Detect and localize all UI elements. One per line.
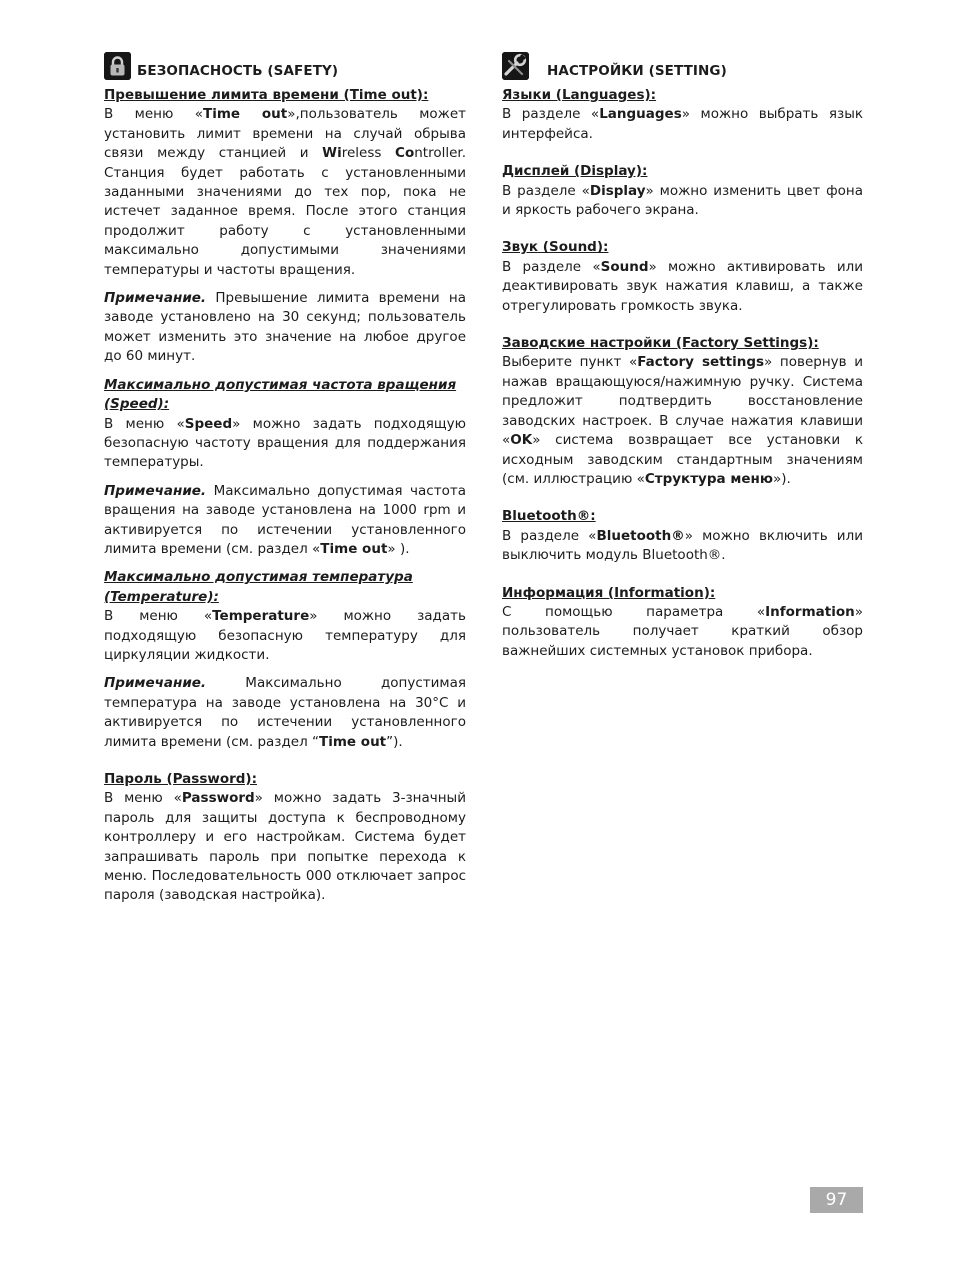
heading-speed: Максимально допустимая частота вращения (Speed):: [104, 376, 457, 413]
paragraph-password: В меню «Password» можно задать 3-значный пароль для защиты доступа к беспроводному контроллеру и его настройкам. Система будет запрашивать пароль при попытке перехода к меню. Последовательность 000 отключает запрос пароля (заводская настройка).: [104, 790, 466, 904]
paragraph-sound: В разделе «Sound» можно активировать или деактивировать звук нажатия клавиш, а также отрегулировать громкость звука.: [502, 258, 863, 314]
heading-factory-settings: Заводские настройки (Factory Settings):: [502, 335, 819, 352]
heading-timeout: Превышение лимита времени (Time out):: [104, 87, 429, 103]
paragraph-information: С помощью параметра «Information» пользователь получает краткий обзор важнейших системных установок прибора.: [502, 603, 863, 659]
paragraph-factory-settings: Выберите пункт «Factory settings» повернув и нажав вращающуюся/нажимную ручку. Система предложит подтвердить восстановление заводских настроек. В случае нажатия клавиши «OK» система возвращает все установки к исходным заводским стандартным значениям (см. иллюстрацию «Структура меню»).: [502, 354, 863, 487]
heading-sound: Звук (Sound):: [502, 239, 609, 256]
paragraph-display: В разделе «Display» можно изменить цвет фона и яркость рабочего экрана.: [502, 182, 864, 219]
setting-column: [502, 52, 863, 661]
section-title-setting: НАСТРОЙКИ (SETTING): [547, 63, 727, 79]
setting-header: [502, 52, 863, 80]
heading-bluetooth: Bluetooth®:: [502, 508, 596, 525]
note-speed: Примечание. Максимально допустимая частота вращения на заводе установлена на 1000 rpm и активируется по истечении установленного лимита времени (см. раздел «Time out» ).: [104, 482, 466, 557]
paragraph-speed: В меню «Speed» можно задать подходящую безопасную частоту вращения для поддержания температуры.: [104, 415, 466, 471]
heading-information: Информация (Information):: [502, 584, 716, 601]
paragraph-timeout: В меню «Time out»,пользователь может установить лимит времени на случай обрыва связи между станцией и Wireless Controller. Станция будет работать с установленными заданными значениями до тех пор, пока не истечет заданное время. После этого станция продолжит работу с установленными максимально допустимыми значениями температуры и частоты вращения.: [104, 106, 466, 278]
lock-icon: [104, 52, 131, 80]
safety-header: [104, 52, 466, 80]
heading-languages: Языки (Languages):: [502, 87, 657, 103]
note-timeout: Примечание. Превышение лимита времени на заводе установлено на 30 секунд; пользователь может изменить это значение на любое другое до 60 минут.: [104, 290, 466, 365]
note-temperature: Примечание. Максимально допустимая температура на заводе установлена на 30°C и активируется по истечении установленного лимита времени (см. раздел “Time out”).: [104, 675, 466, 750]
paragraph-languages: В разделе «Languages» можно выбрать язык интерфейса.: [502, 106, 864, 142]
page-number: 97: [810, 1187, 863, 1213]
heading-temperature: Максимально допустимая температура (Temperature):: [104, 569, 413, 605]
section-title-safety: БЕЗОПАСНОСТЬ (SAFETY): [137, 63, 339, 79]
wrench-icon: [502, 52, 529, 80]
safety-column: [104, 52, 466, 906]
heading-display: Дисплей (Display):: [502, 163, 648, 180]
heading-password: Пароль (Password):: [104, 771, 257, 787]
paragraph-bluetooth: В разделе «Bluetooth®» можно включить или выключить модуль Bluetooth®.: [502, 527, 863, 564]
paragraph-temperature: В меню «Temperature» можно задать подходящую безопасную температуру для циркуляции жидкости.: [104, 608, 466, 663]
